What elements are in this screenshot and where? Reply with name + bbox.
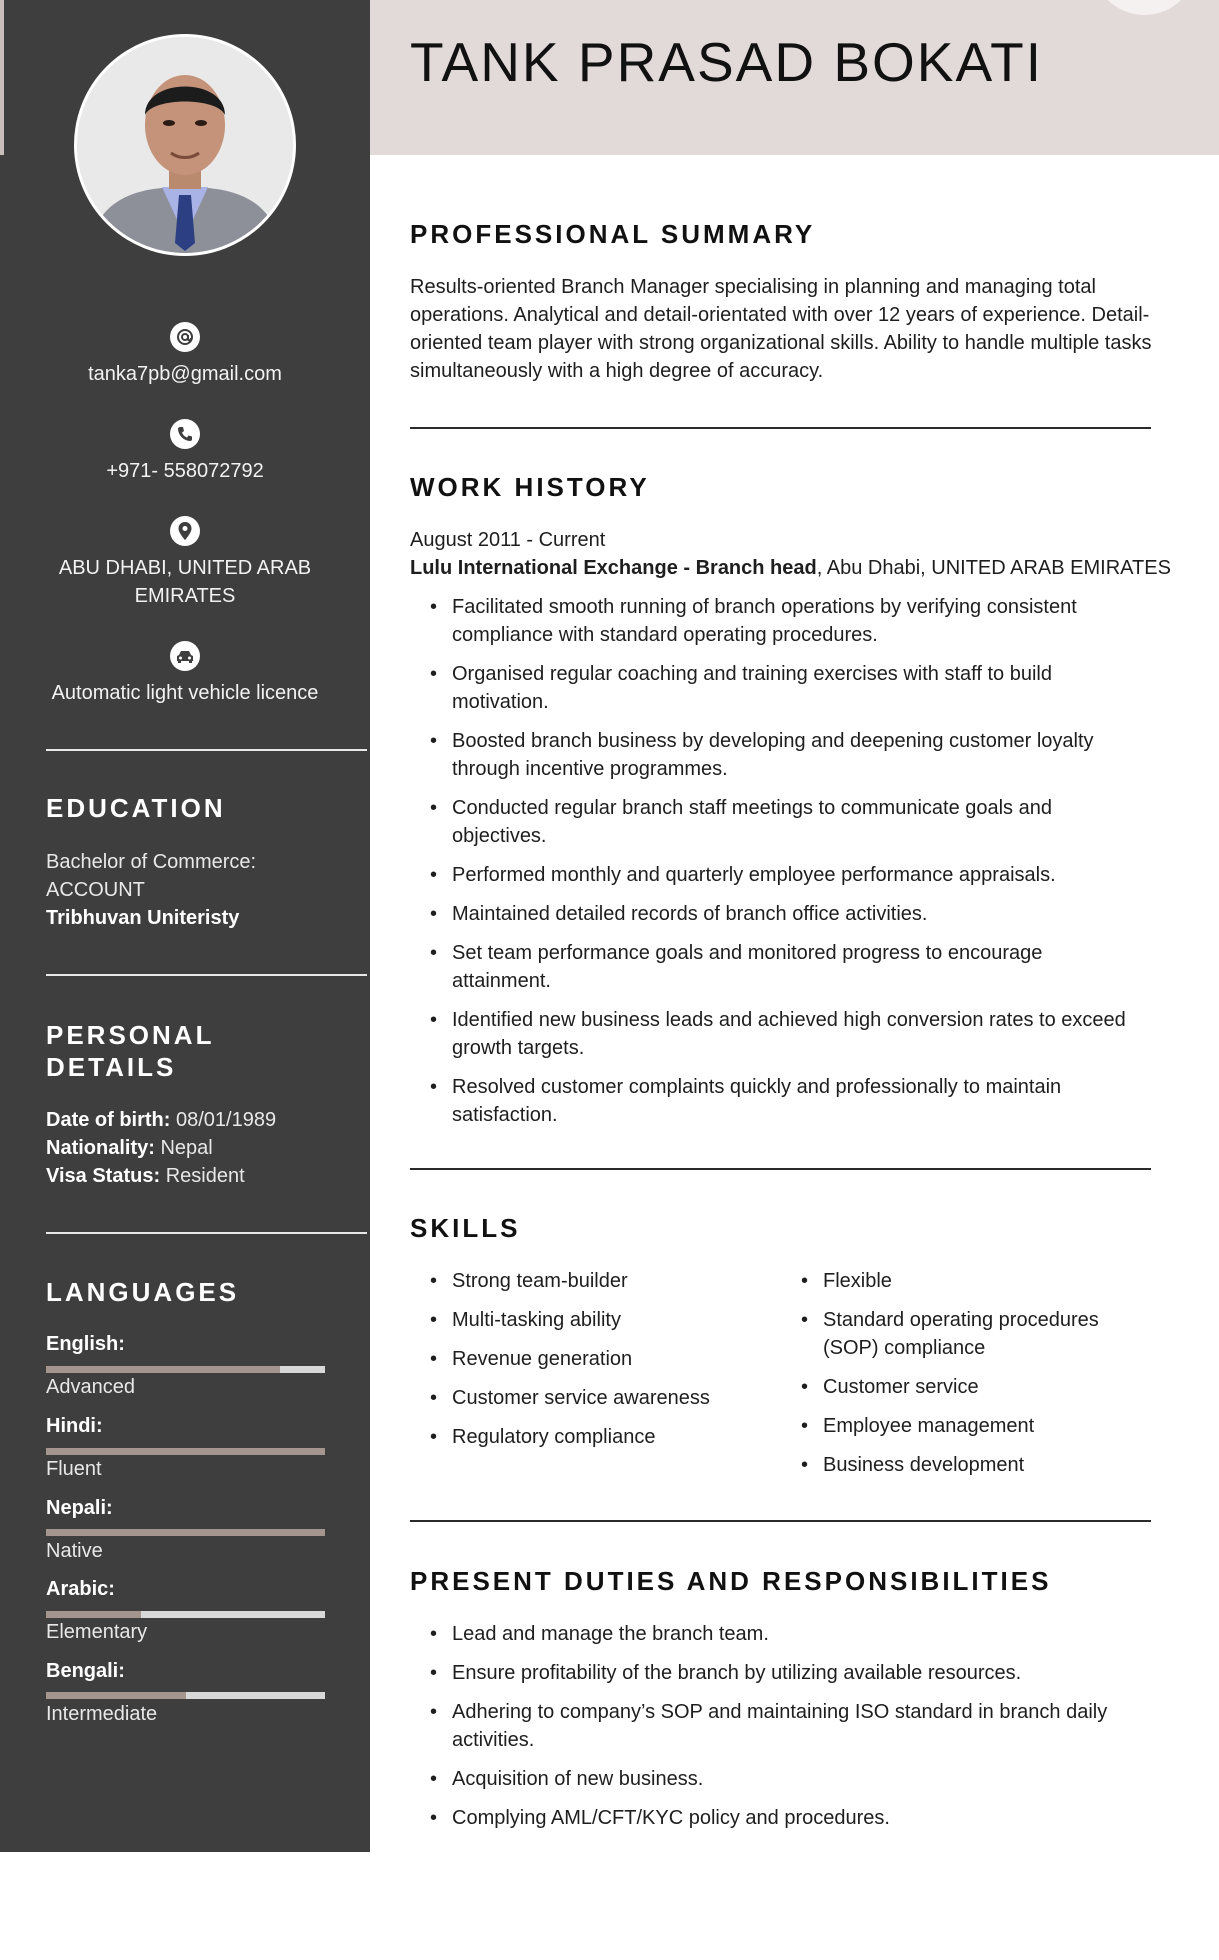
- education-details: [46, 848, 346, 932]
- person-portrait-icon: [77, 37, 293, 253]
- skill-item: • Standard operating procedures (SOP) compliance: [781, 1306, 1121, 1362]
- language-name: English:: [46, 1333, 125, 1355]
- dob-value: 08/01/1989: [176, 1109, 277, 1131]
- language-level: Advanced: [46, 1376, 135, 1398]
- list-item: • Performed monthly and quarterly employee performance appraisals.: [410, 861, 1135, 889]
- sidebar-divider: [46, 974, 367, 976]
- language-proficiency-bar: [46, 1611, 325, 1618]
- personal-details-heading: [46, 1019, 214, 1083]
- skills-list-right: [781, 1267, 1121, 1490]
- work-bullets: [410, 593, 1135, 1140]
- personal-heading-line1: PERSONAL: [46, 1020, 215, 1050]
- list-item: • Complying AML/CFT/KYC policy and procedures.: [410, 1804, 1135, 1832]
- section-divider: [410, 1520, 1151, 1522]
- phone-icon: [170, 419, 200, 449]
- work-history-heading: WORK HISTORY: [410, 472, 650, 502]
- language-name: Arabic:: [46, 1578, 115, 1600]
- education-heading: EDUCATION: [46, 793, 226, 823]
- list-item: • Ensure profitability of the branch by utilizing available resources.: [410, 1659, 1135, 1687]
- map-pin-icon: [170, 516, 200, 546]
- at-sign-icon: [170, 322, 200, 352]
- list-item: • Adhering to company’s SOP and maintaining ISO standard in branch daily activities.: [410, 1698, 1135, 1754]
- skill-item: • Regulatory compliance: [410, 1423, 770, 1451]
- skills-list-left: [410, 1267, 770, 1462]
- education-school: [46, 904, 346, 932]
- nationality-value: Nepal: [160, 1137, 213, 1159]
- email-text[interactable]: tanka7pb@gmail.com: [88, 363, 282, 385]
- languages-heading: LANGUAGES: [46, 1277, 240, 1307]
- sidebar: [0, 0, 370, 1852]
- language-name: Hindi:: [46, 1415, 103, 1437]
- language-proficiency-bar: [46, 1692, 325, 1699]
- duties-bullets: [410, 1620, 1135, 1843]
- section-divider: [410, 1168, 1151, 1170]
- duties-heading: PRESENT DUTIES AND RESPONSIBILITIES: [410, 1566, 1052, 1596]
- list-item: • Acquisition of new business.: [410, 1765, 1135, 1793]
- language-proficiency-fill: [46, 1529, 325, 1536]
- car-icon: [170, 641, 200, 671]
- contact-email: [0, 322, 370, 388]
- work-employer: [410, 554, 1210, 582]
- list-item: • Facilitated smooth running of branch operations by verifying consistent compliance with standard operating procedures.: [410, 593, 1135, 649]
- language-proficiency-bar: [46, 1366, 325, 1373]
- sidebar-divider: [46, 749, 367, 751]
- licence-text: Automatic light vehicle licence: [51, 682, 319, 704]
- section-divider: [410, 427, 1151, 429]
- list-item: • Conducted regular branch staff meetings to communicate goals and objectives.: [410, 794, 1135, 850]
- language-level: Fluent: [46, 1458, 102, 1480]
- skill-item: • Flexible: [781, 1267, 1121, 1295]
- profile-photo: [74, 34, 296, 256]
- language-proficiency-bar: [46, 1448, 325, 1455]
- candidate-name: TANK PRASAD BOKATI: [410, 31, 1043, 93]
- language-name: Bengali:: [46, 1660, 125, 1682]
- skill-item: • Customer service awareness: [410, 1384, 770, 1412]
- summary-heading: PROFESSIONAL SUMMARY: [410, 219, 816, 249]
- work-employer-title: Lulu International Exchange - Branch head: [410, 557, 817, 579]
- contact-location: [0, 516, 370, 610]
- visa-label: Visa Status:: [46, 1165, 161, 1187]
- dob-label: Date of birth:: [46, 1109, 171, 1131]
- language-level: Elementary: [46, 1621, 148, 1643]
- visa-value: Resident: [165, 1165, 245, 1187]
- education-degree: Bachelor of Commerce: ACCOUNT: [46, 851, 257, 901]
- language-proficiency-fill: [46, 1448, 325, 1455]
- list-item: • Boosted branch business by developing and deepening customer loyalty through incentive programmes.: [410, 727, 1135, 783]
- language-proficiency-fill: [46, 1611, 141, 1618]
- dob-row: [46, 1106, 346, 1134]
- personal-heading-line2: DETAILS: [46, 1052, 177, 1082]
- personal-details: [46, 1106, 346, 1190]
- list-item: • Lead and manage the branch team.: [410, 1620, 1135, 1648]
- skill-item: • Customer service: [781, 1373, 1121, 1401]
- work-employer-location: , Abu Dhabi, UNITED ARAB EMIRATES: [816, 557, 1171, 579]
- list-item: • Maintained detailed records of branch office activities.: [410, 900, 1135, 928]
- skill-item: • Strong team-builder: [410, 1267, 770, 1295]
- list-item: • Resolved customer complaints quickly and professionally to maintain satisfaction.: [410, 1073, 1135, 1129]
- skills-heading: SKILLS: [410, 1213, 521, 1243]
- education-school-name: Tribhuvan Uniteristy: [46, 907, 240, 929]
- list-item: • Identified new business leads and achieved high conversion rates to exceed growth targets.: [410, 1006, 1135, 1062]
- language-proficiency-bar: [46, 1529, 325, 1536]
- work-dates: August 2011 - Current: [410, 529, 606, 551]
- skill-item: • Employee management: [781, 1412, 1121, 1440]
- skill-item: • Business development: [781, 1451, 1121, 1479]
- phone-text[interactable]: +971- 558072792: [106, 460, 264, 482]
- sidebar-edge-accent: [0, 0, 4, 155]
- visa-row: [46, 1162, 346, 1190]
- contact-licence: [0, 641, 370, 707]
- language-name: Nepali:: [46, 1497, 113, 1519]
- language-proficiency-fill: [46, 1366, 280, 1373]
- skill-item: • Revenue generation: [410, 1345, 770, 1373]
- language-level: Native: [46, 1540, 103, 1562]
- contact-phone: [0, 419, 370, 485]
- list-item: • Organised regular coaching and training exercises with staff to build motivation.: [410, 660, 1135, 716]
- location-text: ABU DHABI, UNITED ARAB EMIRATES: [58, 557, 312, 607]
- skill-item: • Multi-tasking ability: [410, 1306, 770, 1334]
- summary-text: Results-oriented Branch Manager specialising in planning and managing total operations. Analytical and detail-orientated with over 12 years of experience. Detail-oriented team player with strong organizational skills. Ability to handle multiple tasks simultaneously with a high degree of accuracy.: [410, 276, 1152, 382]
- language-proficiency-fill: [46, 1692, 186, 1699]
- nationality-row: [46, 1134, 346, 1162]
- nationality-label: Nationality:: [46, 1137, 155, 1159]
- list-item: • Set team performance goals and monitored progress to encourage attainment.: [410, 939, 1135, 995]
- sidebar-divider: [46, 1232, 367, 1234]
- language-level: Intermediate: [46, 1703, 158, 1725]
